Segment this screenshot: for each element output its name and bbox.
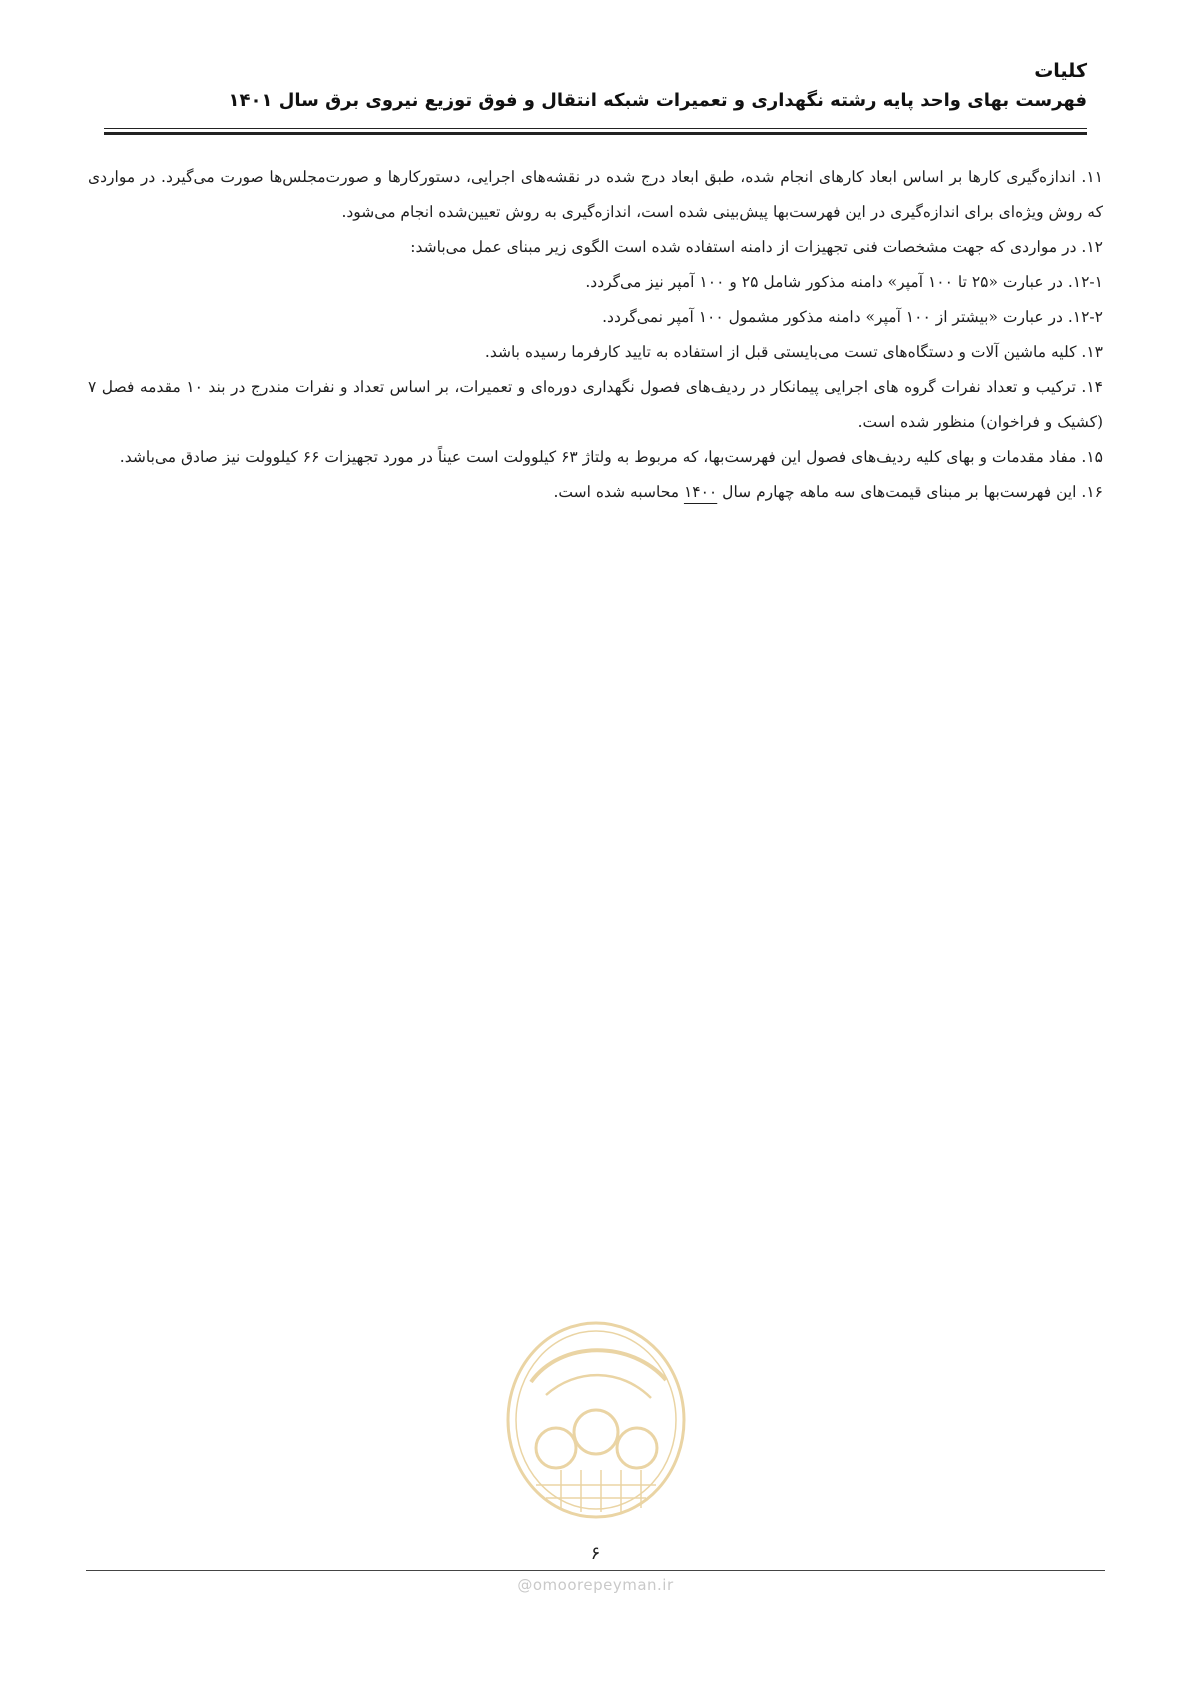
document-title: فهرست بهای واحد پایه رشته نگهداری و تعمیرات شبکه انتقال و فوق توزیع نیروی برق سال ۱۴۰۱ (228, 90, 1087, 111)
watermark-text: @omoorepeyman.ir (517, 1576, 674, 1594)
paragraph-12: ۱۲. در مواردی که جهت مشخصات فنی تجهیزات از دامنه استفاده شده است الگوی زیر مبنای عمل می‌باشد: (410, 238, 1103, 256)
header-rule-thick (104, 132, 1087, 135)
paragraph-16-tail: محاسبه شده است. (553, 483, 684, 501)
body-text (88, 160, 1103, 510)
paragraph-15: ۱۵. مفاد مقدمات و بهای کلیه ردیف‌های فصول این فهرست‌بها، که مربوط به ولتاژ ۶۳ کیلوولت است عیناً در مورد تجهیزات ۶۶ کیلوولت نیز صادق می‌باشد. (119, 448, 1103, 466)
paragraph-12-2: ۱۲-۲. در عبارت «بیشتر از ۱۰۰ آمپر» دامنه مذکور مشمول ۱۰۰ آمپر نمی‌گردد. (602, 308, 1103, 326)
paragraph-12-1: ۱۲-۱. در عبارت «۲۵ تا ۱۰۰ آمپر» دامنه مذکور شامل ۲۵ و ۱۰۰ آمپر نیز می‌گردد. (585, 273, 1103, 291)
footer-rule (86, 1570, 1105, 1571)
paragraph-14: ۱۴. ترکیب و تعداد نفرات گروه های اجرایی پیمانکار در ردیف‌های فصول نگهداری دوره‌ای و تعمیرات، بر اساس تعداد و نفرات مندرج در بند ۱۰ مقدمه فصل ۷ (کشیک و فراخوان) منظور شده است. (88, 378, 1103, 431)
paragraph-16-year: ۱۴۰۰ (683, 483, 718, 501)
page-header (104, 56, 1087, 116)
paragraph-16 (88, 475, 1103, 510)
omoore-peyman-seal-logo (501, 1320, 691, 1530)
paragraph-13: ۱۳. کلیه ماشین آلات و دستگاه‌های تست می‌بایستی قبل از استفاده به تایید کارفرما رسیده باشد. (484, 343, 1103, 361)
section-title: کلیات (1034, 60, 1087, 82)
paragraph-11: ۱۱. اندازه‌گیری کارها بر اساس ابعاد کارهای انجام شده، طبق ابعاد درج شده در نقشه‌های اجرایی، دستورکارها و صورت‌مجلس‌ها صورت می‌گیرد. در مواردی که روش ویژه‌ای برای اندازه‌گیری در این فهرست‌بها پیش‌بینی شده است، اندازه‌گیری به روش تعیین‌شده انجام می‌شود. (88, 168, 1103, 221)
page-number: ۶ (590, 1543, 601, 1564)
header-rule-thin (104, 128, 1087, 129)
paragraph-16-lead: ۱۶. این فهرست‌بها بر مبنای قیمت‌های سه ماهه چهارم سال (717, 483, 1103, 501)
